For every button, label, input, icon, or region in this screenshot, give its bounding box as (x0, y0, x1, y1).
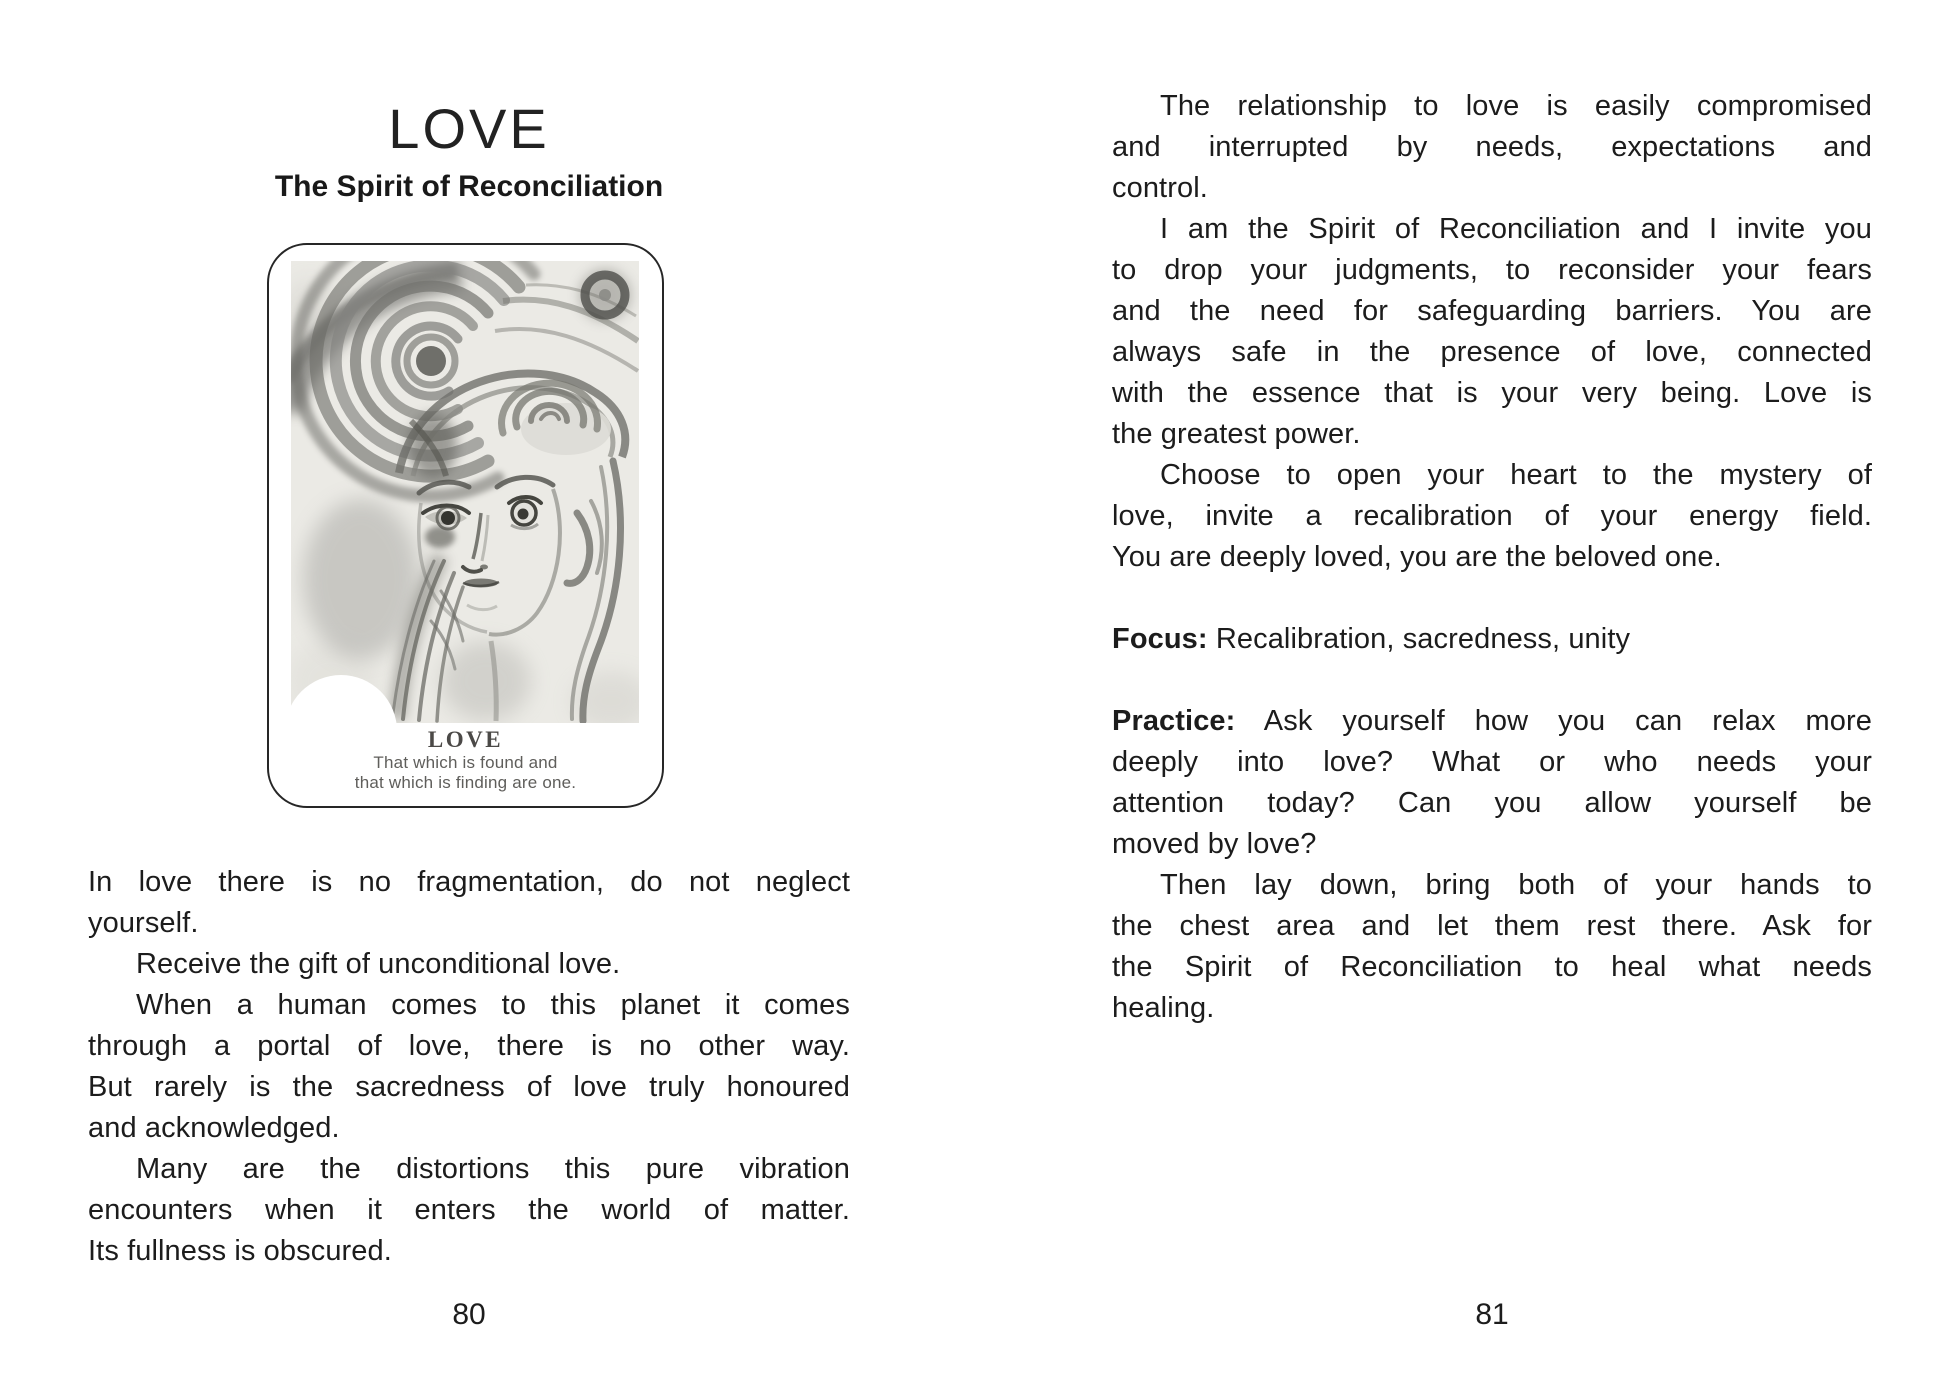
chapter-title: LOVE (388, 97, 550, 160)
body-line: and interrupted by needs, expectations and (1112, 131, 1872, 163)
body-line: Its fullness is obscured. (88, 1235, 392, 1267)
card-text-block (269, 727, 662, 793)
face-sketch-image (291, 261, 639, 723)
body-line: But rarely is the sacredness of love truly honoured (88, 1071, 850, 1103)
body-line: control. (1112, 172, 1208, 204)
body-line: yourself. (88, 907, 199, 939)
body-line: In love there is no fragmentation, do not neglect (88, 866, 850, 898)
body-line: to drop your judgments, to reconsider your fears (1112, 254, 1872, 286)
body-line: The relationship to love is easily compromised (1160, 90, 1872, 122)
bold-label: Focus: (1112, 623, 1208, 655)
body-line: attention today? Can you allow yourself be (1112, 787, 1872, 819)
body-line: with the essence that is your very being. Love is (1112, 377, 1872, 409)
bold-label: Practice: (1112, 705, 1236, 737)
body-line: Practice: Ask yourself how you can relax more (1112, 705, 1872, 737)
body-line: the greatest power. (1112, 418, 1361, 450)
card-title: LOVE (427, 727, 504, 752)
body-line: moved by love? (1112, 828, 1317, 860)
body-blank-line (1112, 660, 1872, 701)
body-line: Receive the gift of unconditional love. (136, 948, 621, 980)
oracle-card (267, 243, 664, 808)
body-line: encounters when it enters the world of matter. (88, 1194, 850, 1226)
body-line: the Spirit of Reconciliation to heal what needs (1112, 951, 1872, 983)
body-line: always safe in the presence of love, connected (1112, 336, 1872, 368)
body-line: through a portal of love, there is no other way. (88, 1030, 850, 1062)
card-caption-line-1: That which is found and (373, 753, 558, 772)
body-line: and acknowledged. (88, 1112, 340, 1144)
body-line: I am the Spirit of Reconciliation and I invite you (1160, 213, 1872, 245)
body-line: and the need for safeguarding barriers. You are (1112, 295, 1872, 327)
body-line: You are deeply loved, you are the beloved one. (1112, 541, 1722, 573)
body-line: love, invite a recalibration of your energy field. (1112, 500, 1872, 532)
body-line: deeply into love? What or who needs your (1112, 746, 1872, 778)
body-line: Focus: Recalibration, sacredness, unity (1112, 623, 1631, 655)
body-line: Many are the distortions this pure vibration (136, 1153, 850, 1185)
body-line: When a human comes to this planet it comes (136, 989, 850, 1021)
right-page-body (1112, 86, 1872, 1029)
body-line: Then lay down, bring both of your hands to (1160, 869, 1872, 901)
left-page-body (88, 862, 850, 1272)
page-number-right: 81 (1475, 1298, 1509, 1331)
body-line: healing. (1112, 992, 1215, 1024)
body-blank-line (1112, 578, 1872, 619)
triskelion-icon (314, 701, 639, 723)
body-line: the chest area and let them rest there. Ask for (1112, 910, 1872, 942)
body-line: Choose to open your heart to the mystery of (1160, 459, 1872, 491)
chapter-subtitle: The Spirit of Reconciliation (274, 170, 664, 203)
card-caption-line-2: that which is finding are one. (354, 773, 577, 792)
card-artwork-image (291, 261, 639, 723)
page-number-left: 80 (452, 1298, 486, 1331)
